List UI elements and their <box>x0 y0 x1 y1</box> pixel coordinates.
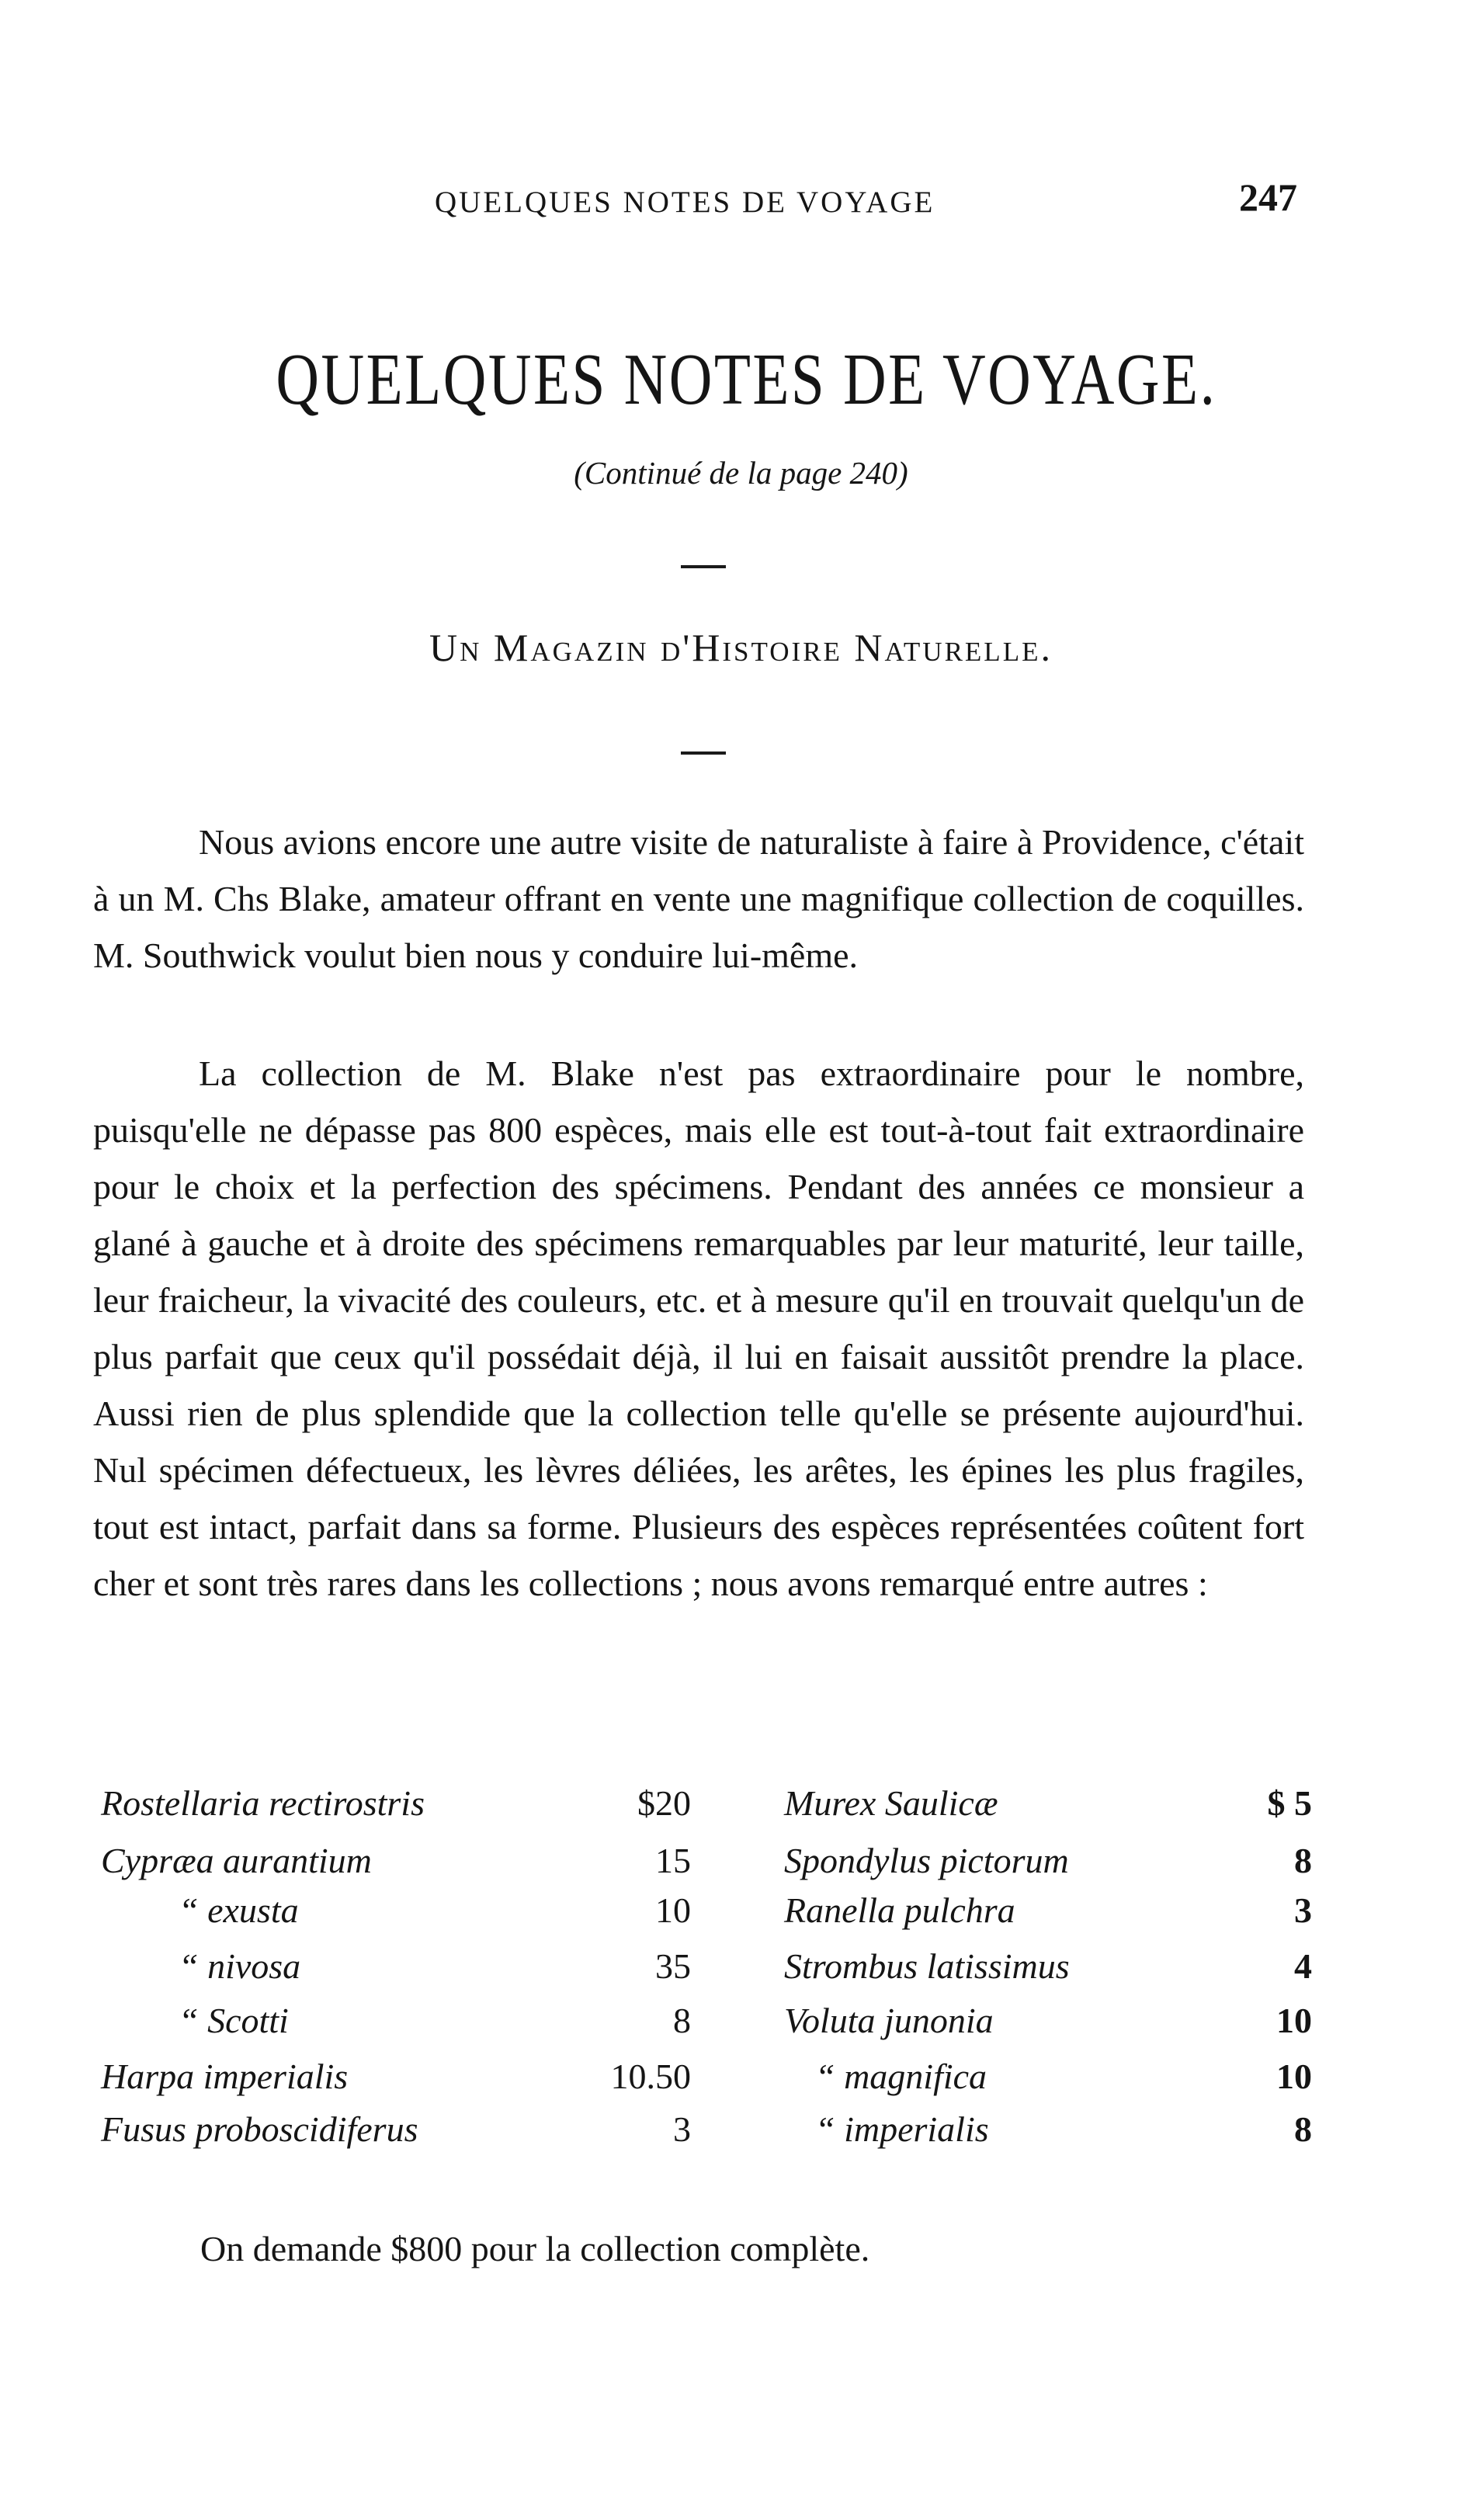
shell-price: $20 <box>637 1783 691 1823</box>
shell-price: 8 <box>673 2001 691 2040</box>
shell-name: “ nivosa <box>179 1946 301 1986</box>
shell-name: Spondylus pictorum <box>784 1841 1069 1880</box>
shell-price: 10.50 <box>610 2057 691 2096</box>
running-title: QUELQUES NOTES DE VOYAGE <box>435 186 935 219</box>
shell-price: 10 <box>655 1890 691 1930</box>
shell-name: “ Scotti <box>179 2001 289 2040</box>
shell-price: 15 <box>655 1841 691 1880</box>
separator-rule <box>681 751 726 755</box>
list-item <box>101 1946 1312 1998</box>
shell-name: Cypræa aurantium <box>101 1841 372 1880</box>
closing-sentence: On demande $800 pour la collection complète. <box>200 2229 870 2268</box>
paragraph: Nous avions encore une autre visite de naturaliste à faire à Providence, c'était à un M. Chs Blake, amateur offrant en vente une magnifique collection de coquilles. M. Southwick voulut bien nous y conduire lui-même. <box>93 822 1304 975</box>
shell-name: Ranella pulchra <box>784 1890 1015 1930</box>
shell-price: 10 <box>1276 2001 1312 2040</box>
shell-price: 8 <box>1294 2109 1312 2149</box>
shell-name: “ exusta <box>179 1890 299 1930</box>
continued-note: (Continué de la page 240) <box>574 455 908 491</box>
shell-name: Harpa imperialis <box>101 2057 349 2096</box>
separator-rule <box>681 565 726 568</box>
shell-price: 3 <box>1294 1890 1312 1930</box>
shell-name: Rostellaria rectirostris <box>101 1783 425 1823</box>
shell-price: 35 <box>655 1946 691 1986</box>
shell-price: 10 <box>1276 2057 1312 2096</box>
shell-name: Fusus proboscidiferus <box>101 2109 418 2149</box>
shell-price: 8 <box>1294 1841 1312 1880</box>
list-item <box>101 2056 1312 2109</box>
list-item <box>101 1840 1312 1893</box>
shell-name: Strombus latissimus <box>784 1946 1070 1986</box>
shell-price: 3 <box>673 2109 691 2149</box>
shell-price: 4 <box>1294 1946 1312 1986</box>
paragraph: La collection de M. Blake n'est pas extraordinaire pour le nombre, puisqu'elle ne dépasse pas 800 espèces, mais elle est tout-à-tout fait extraordinaire pour le choix et la perfection des spécimens. Pendant des années ce monsieur a glané à gauche et à droite des spécimens remarquables par leur maturité, leur taille, leur fraicheur, la vivacité des couleurs, etc. et à mesure qu'il en trouvait quelqu'un de plus parfait que ceux qu'il possédait déjà, il lui en faisait aussitôt prendre la place. Aussi rien de plus splendide que la collection telle qu'elle se présente aujourd'hui. Nul spécimen défectueux, les lèvres déliées, les arêtes, les épines les plus fragiles, tout est intact, parfait dans sa forme. Plusieurs des espèces représentées coûtent fort cher et sont très rares dans les collections ; nous avons remarqué entre autres : <box>93 1053 1304 1603</box>
shell-name: Murex Saulicæ <box>784 1783 998 1823</box>
shell-name: “ magnifica <box>815 2057 987 2096</box>
list-item <box>101 1890 1312 1942</box>
article-title: QUELQUES NOTES DE VOYAGE. <box>276 339 1217 420</box>
page-number: 247 <box>1239 175 1297 219</box>
list-item <box>101 2000 1312 2053</box>
shell-price: $ 5 <box>1267 1783 1312 1823</box>
section-heading: Un Magazin d'Histoire Naturelle. <box>429 626 1053 669</box>
shell-name: Voluta junonia <box>784 2001 994 2040</box>
shell-name: “ imperialis <box>815 2109 989 2149</box>
list-item <box>101 2109 1312 2161</box>
list-item <box>101 1782 1312 1835</box>
